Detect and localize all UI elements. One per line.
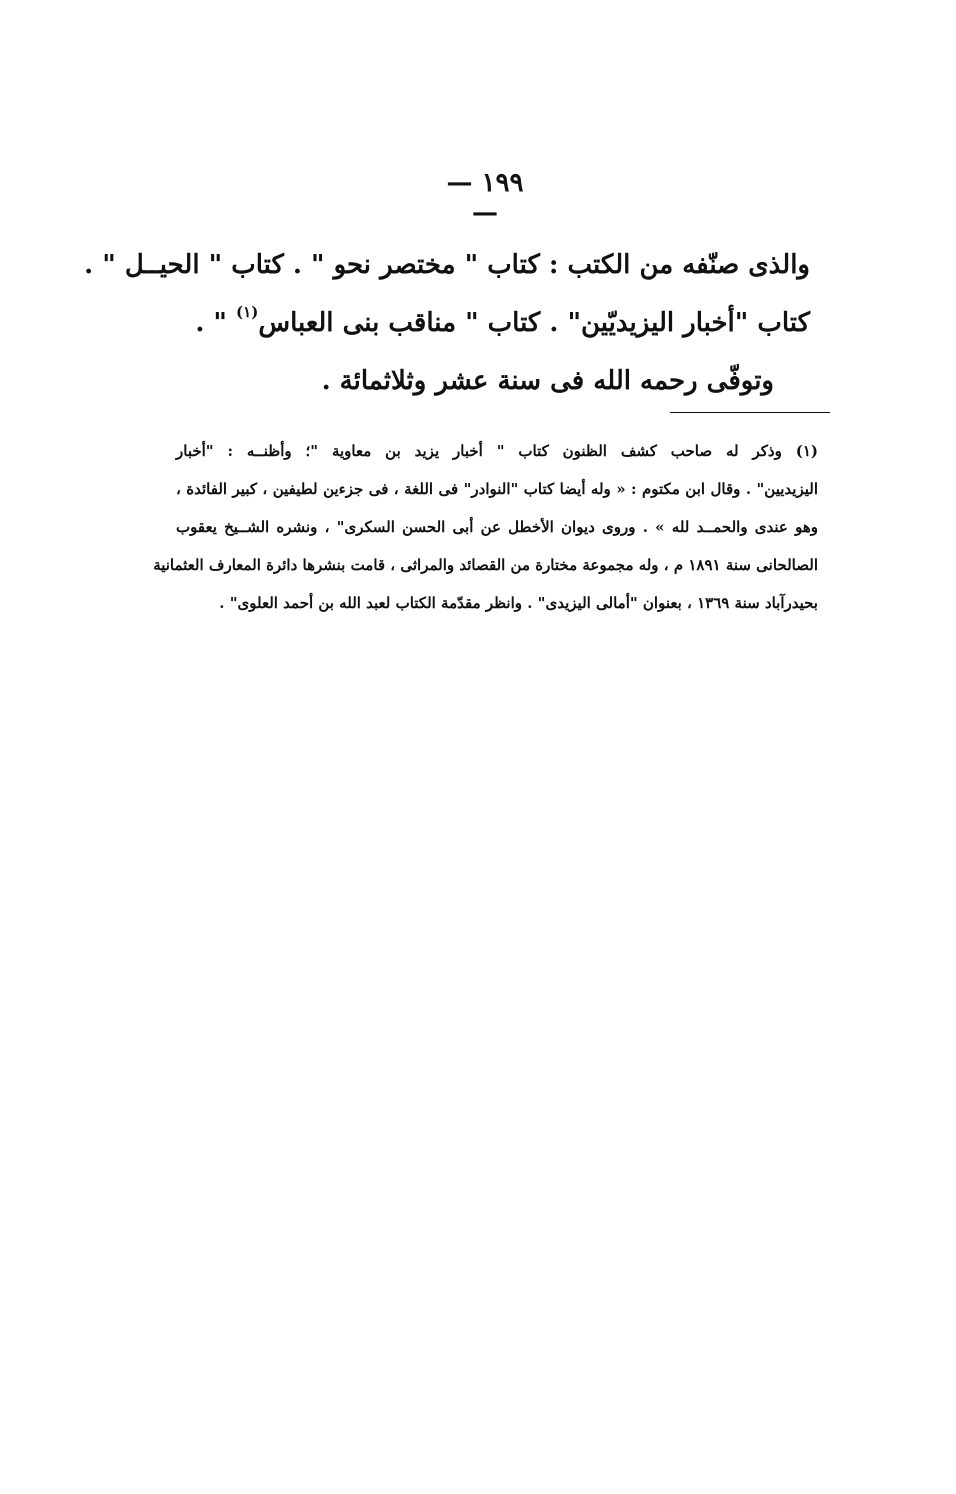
main-line-1: والذى صنّفه من الكتب : كتاب " مختصر نحو " . كتاب " الحيــل " .	[84, 250, 810, 280]
main-line-3: وتوفّى رحمه الله فى سنة عشر وثلاثمائة .	[321, 366, 774, 396]
main-line-2	[170, 294, 810, 352]
footnote-line: الصالحانى سنة ١٨٩١ م ، وله مجموعة مختارة من القصائد والمراثى ، قامت بنشرها دائرة المعارف العثمانية	[153, 556, 818, 574]
main-line-2-end: " .	[195, 308, 227, 338]
footnote-marker: (١)	[236, 303, 259, 321]
footnote-line: وهو عندى والحمــد لله » . وروى ديوان الأخطل عن أبى الحسن السكرى" ، ونشره الشــيخ يعقوب	[176, 518, 818, 536]
main-text	[84, 236, 810, 410]
main-line-2-text: كتاب "أخبار اليزيديّين" . كتاب " مناقب بنى العباس	[258, 308, 810, 338]
page-number: — ١٩٩ —	[446, 168, 524, 228]
footnotes	[153, 432, 818, 622]
footnote-line: (١) وذكر له صاحب كشف الظنون كتاب " أخبار يزيد بن معاوية "؛ وأظنــه : "أخبار	[176, 442, 818, 460]
footnote-line: بحيدرآباد سنة ١٣٦٩ ، بعنوان "أمالى اليزيدى" . وانظر مقدّمة الكتاب لعبد الله بن أحمد العلوى" .	[219, 594, 818, 612]
footnote-separator	[670, 412, 830, 413]
footnote-line: اليزيديين" . وقال ابن مكتوم : « وله أيضا كتاب "النوادر" فى اللغة ، فى جزءين لطيفين ، كبير الفائدة ،	[176, 480, 818, 498]
